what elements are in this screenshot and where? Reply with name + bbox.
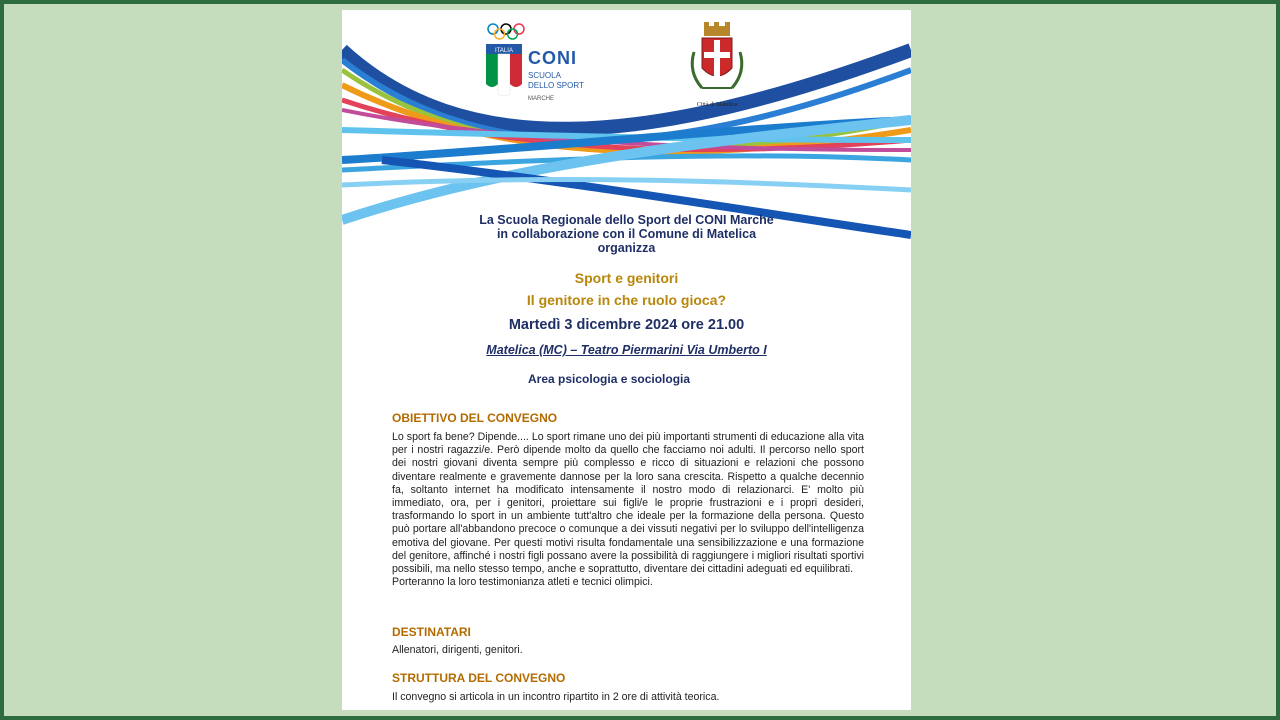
objective-text: Lo sport fa bene? Dipende.... Lo sport rimane uno dei più importanti strumenti di educazione alla vita per i nostri ragazzi/e. Però dipende molto da quello che facciamo noi adulti. Il percorso nello sport dei nostri giovani diventa sempre più complesso e ricco di situazioni e relazioni che possono diventare realmente e gravemente dannose per la loro sana crescita. Rispetto a qualche decennio fa, soltanto internet ha modificato intensamente il nostro modo di relazionarci. E' molto più immediato, ora, per i genitori, proiettare sui figli/e le proprie frustrazioni e i propri desideri, trasformando lo sport in un ambiente tutt'altro che ideale per la formazione della persona. Questo può portare all'abbandono precoce o comunque a dei vissuti negativi per lo sviluppo dell'intelligenza emotiva del giovane. Per questi motivi risulta fondamentale una sensibilizzazione e una formazione del genitore, affinché i nostri figli possano avere la possibilità di raggiungere i migliori risultati sportivi possibili, ma nello stesso tempo, anche e soprattutto, diventare dei cittadini adeguati ed equilibrati. Porteranno la loro testimonianza atleti e tecnici olimpici. xyxy=(392,431,864,589)
coni-name: CONI xyxy=(528,48,577,68)
event-subtitle: Il genitore in che ruolo gioca? xyxy=(526,292,727,308)
event-area: Area psicologia e sociologia xyxy=(528,372,691,386)
objective-heading: OBIETTIVO DEL CONVEGNO xyxy=(392,411,558,425)
event-place: Matelica (MC) – Teatro Piermarini Via Umberto I xyxy=(486,343,767,357)
flyer-document xyxy=(342,10,911,710)
event-title: Sport e genitori xyxy=(574,270,679,286)
intro-line-2: in collaborazione con il Comune di Matelica xyxy=(496,227,757,241)
structure-heading: STRUTTURA DEL CONVEGNO xyxy=(392,671,566,685)
coni-region: MARCHE xyxy=(528,96,555,102)
matelica-crest xyxy=(682,22,752,117)
recipients-text: Allenatori, dirigenti, genitori. xyxy=(392,644,523,656)
crest-icon xyxy=(682,22,752,102)
olympic-rings-icon xyxy=(486,22,526,42)
italia-shield-icon xyxy=(486,44,522,98)
coni-subtitle: SCUOLA DELLO SPORT xyxy=(528,71,584,90)
structure-text: Il convegno si articola in un incontro ripartito in 2 ore di attività teorica. xyxy=(392,691,720,703)
matelica-caption: Città di Matelica xyxy=(696,102,738,108)
intro-line-1: La Scuola Regionale dello Sport del CONI Marche xyxy=(479,213,774,227)
italia-badge-text: ITALIA xyxy=(495,48,513,54)
recipients-heading: DESTINATARI xyxy=(392,625,471,639)
intro-block xyxy=(342,213,911,255)
intro-line-3: organizza xyxy=(597,241,656,255)
coni-logo xyxy=(482,20,592,110)
event-date: Martedì 3 dicembre 2024 ore 21.00 xyxy=(508,317,745,333)
